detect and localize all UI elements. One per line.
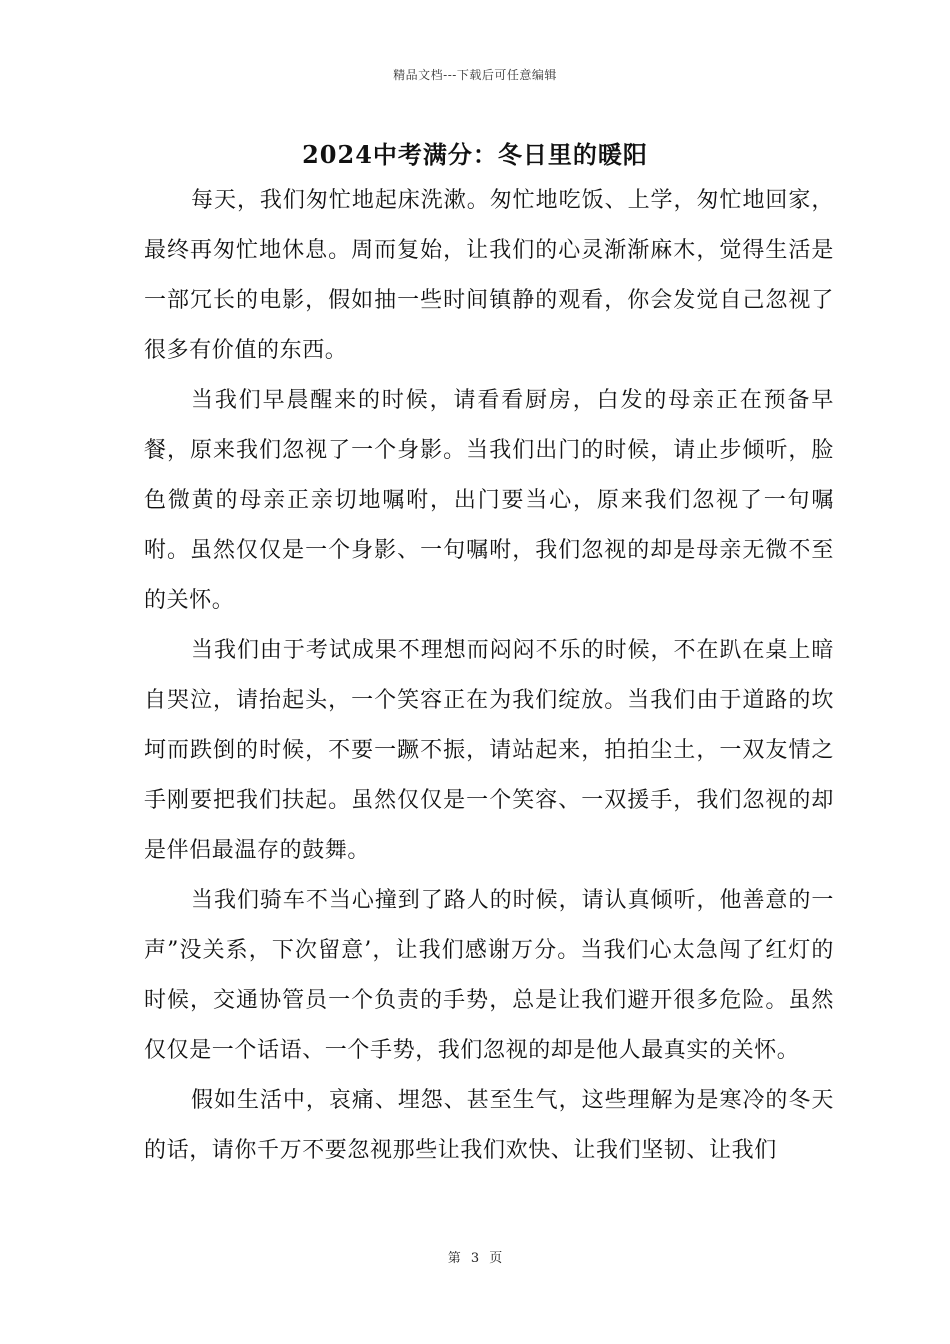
header-note: 精品文档---下载后可任意编辑 — [393, 68, 557, 82]
paragraph: 当我们由于考试成果不理想而闷闷不乐的时候，不在趴在桌上暗自哭泣，请抬起头，一个笑容正在为我们绽放。当我们由于道路的坎坷而跌倒的时候，不要一蹶不振，请站起来，拍拍尘土，一双友情之手刚要把我们扶起。虽然仅仅是一个笑容、一双援手，我们忽视的却是伴侣最温存的鼓舞。 — [144, 638, 834, 863]
document-body — [144, 176, 834, 1176]
paragraph: 假如生活中，哀痛、埋怨、甚至生气，这些理解为是寒冷的冬天的话，请你千万不要忽视那些让我们欢快、让我们坚韧、让我们 — [144, 1088, 834, 1163]
document-title: 2024中考满分：冬日里的暖阳 — [302, 140, 648, 169]
page-footer — [0, 1247, 950, 1266]
paragraph: 当我们骑车不当心撞到了路人的时候，请认真倾听，他善意的一声”没关系，下次留意’，让我们感谢万分。当我们心太急闯了红灯的时候，交通协管员一个负责的手势，总是让我们避开很多危险。虽然仅仅是一个话语、一个手势，我们忽视的却是他人最真实的关怀。 — [144, 888, 834, 1063]
paragraph: 当我们早晨醒来的时候，请看看厨房，白发的母亲正在预备早餐，原来我们忽视了一个身影。当我们出门的时候，请止步倾听，脸色微黄的母亲正亲切地嘱咐，出门要当心，原来我们忽视了一句嘱咐。虽然仅仅是一个身影、一句嘱咐，我们忽视的却是母亲无微不至的关怀。 — [144, 388, 834, 613]
page-label-suffix: 页 — [489, 1251, 503, 1266]
page-label-prefix: 第 — [447, 1251, 461, 1266]
page-number: 3 — [470, 1251, 480, 1266]
paragraph: 每天，我们匆忙地起床洗漱。匆忙地吃饭、上学，匆忙地回家，最终再匆忙地休息。周而复始，让我们的心灵渐渐麻木，觉得生活是一部冗长的电影，假如抽一些时间镇静的观看，你会发觉自己忽视了很多有价值的东西。 — [144, 188, 834, 363]
